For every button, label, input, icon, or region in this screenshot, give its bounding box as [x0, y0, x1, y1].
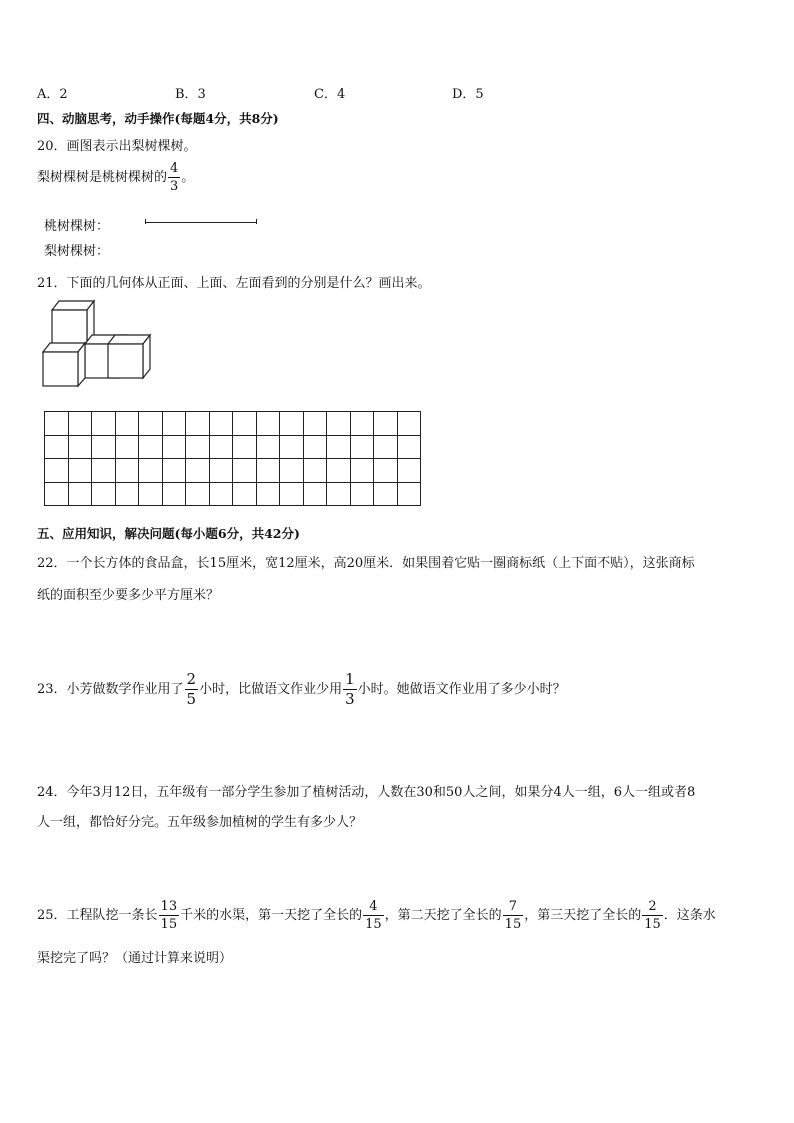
frac-num: 1 — [345, 670, 355, 688]
q20-suffix: 。 — [181, 170, 195, 185]
fraction-13-15 — [159, 900, 180, 931]
frac-num: 13 — [160, 899, 178, 914]
frac-den: 5 — [186, 690, 197, 708]
q25-text1: 千米的水渠，第一天挖了全长的 — [180, 908, 363, 923]
cube-figure — [38, 298, 164, 390]
q23-mid: 小时，比做语文作业少用 — [199, 682, 343, 697]
q25-text2: ，第二天挖了全长的 — [384, 908, 502, 923]
q23-prefix: 23．小芳做数学作业用了 — [37, 682, 184, 697]
frac-num: 4 — [170, 161, 179, 176]
fraction-1-3 — [343, 672, 357, 707]
q25-prefix: 25．工程队挖一条长 — [37, 908, 158, 923]
frac-den: 15 — [504, 917, 522, 932]
option-a: A．2 — [37, 87, 68, 102]
q23-line — [37, 672, 566, 707]
section5-title: 五、应用知识，解决问题(每小题6分，共42分) — [37, 526, 300, 541]
frac-den: 15 — [160, 917, 178, 932]
q25-text4: ．这条水 — [663, 908, 716, 923]
segment-tick-right — [256, 219, 257, 224]
option-b: B．3 — [175, 87, 206, 102]
frac-den: 3 — [170, 179, 179, 194]
grid-row — [45, 482, 421, 506]
drawing-grid — [44, 411, 421, 506]
frac-num: 4 — [369, 899, 378, 914]
frac-num: 2 — [186, 670, 197, 688]
peach-segment — [145, 222, 257, 223]
cube-front-face — [52, 310, 87, 344]
frac-num: 7 — [508, 899, 518, 914]
fraction-2-15 — [642, 900, 663, 931]
q24-line1: 24．今年3月12日，五年级有一部分学生参加了植树活动，人数在30和50人之间，如果分4人一组，6人一组或者8 — [37, 785, 696, 800]
option-c: C．4 — [314, 87, 346, 102]
frac-den: 3 — [345, 690, 355, 708]
pear-label: 梨树棵树： — [44, 244, 110, 259]
frac-num: 2 — [648, 899, 657, 914]
q22-line1: 22．一个长方体的食品盒，长15厘米，宽12厘米，高20厘米．如果围着它贴一圈商标纸（上下面不贴），这张商标 — [37, 556, 695, 571]
q20-text: 梨树棵树是桃树棵树的 — [37, 170, 168, 185]
segment-tick-left — [145, 219, 146, 224]
q20-line2 — [37, 162, 194, 193]
fraction-7-15 — [503, 900, 524, 931]
q23-suffix: 小时。她做语文作业用了多少小时？ — [357, 682, 566, 697]
fraction-4-15 — [363, 900, 384, 931]
q25-line1 — [37, 900, 716, 931]
frac-den: 15 — [365, 917, 382, 932]
section4-title: 四、动脑思考，动手操作(每题4分，共8分) — [37, 111, 279, 126]
fraction-4-3 — [168, 162, 180, 193]
option-d: D．5 — [452, 87, 484, 102]
q25-line2: 渠挖完了吗？（通过计算来说明） — [37, 951, 233, 966]
q20-line1: 20．画图表示出梨树棵树。 — [37, 139, 197, 154]
q25-text3: ，第三天挖了全长的 — [524, 908, 642, 923]
fraction-2-5 — [185, 672, 199, 707]
q21-text: 21．下面的几何体从正面、上面、左面看到的分别是什么？画出来。 — [37, 276, 431, 291]
q24-line2: 人一组，都恰好分完。五年级参加植树的学生有多少人？ — [37, 815, 363, 830]
grid-row — [45, 459, 421, 483]
q22-line2: 纸的面积至少要多少平方厘米？ — [37, 588, 220, 603]
grid-row — [45, 412, 421, 436]
peach-label: 桃树棵树： — [44, 219, 110, 234]
grid-row — [45, 435, 421, 459]
frac-den: 15 — [644, 917, 661, 932]
